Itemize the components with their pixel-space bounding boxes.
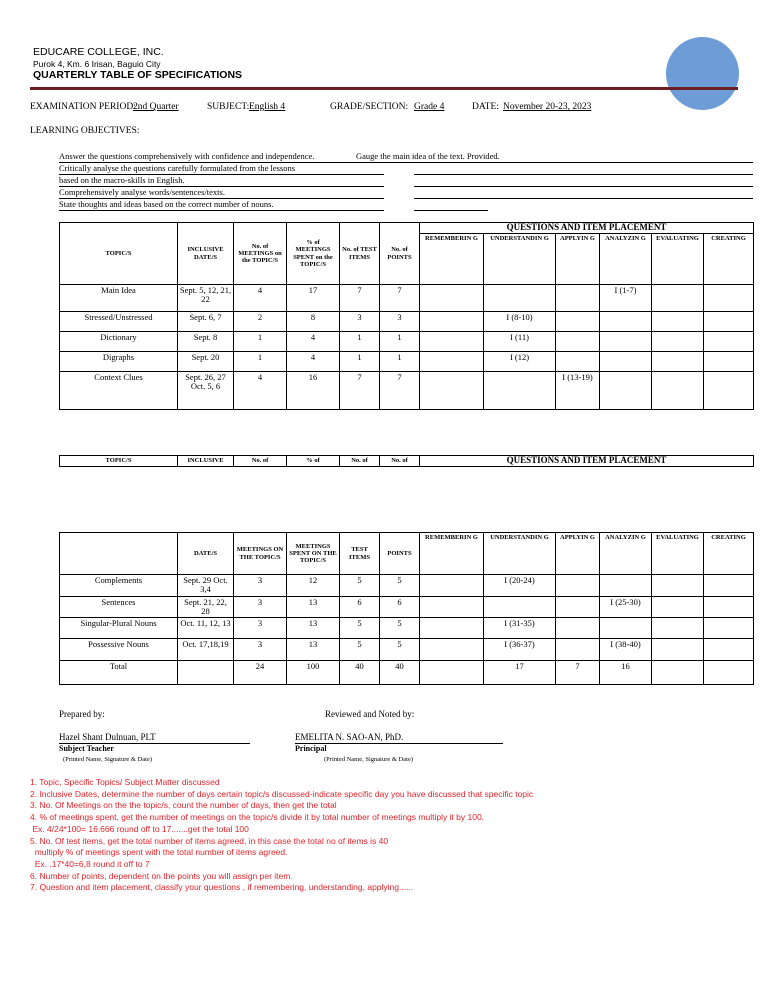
cell-understanding: I (8-10) [484,312,556,332]
level-creating: CREATING [704,234,754,285]
cell-understanding: 17 [484,661,556,685]
objective-underline [414,174,753,175]
document-title: QUARTERLY TABLE OF SPECIFICATIONS [33,69,243,81]
col-header-dates: DATE/S [178,533,234,575]
cell-analyzing [600,312,652,332]
objective-underline [59,162,753,163]
prepared-by-label: Prepared by: [59,709,105,719]
cell-meetings: 4 [234,372,287,410]
strip-dates: INCLUSIVE [178,456,234,467]
tos-table-2-strip [59,455,754,467]
cell-percent: 17 [287,285,340,312]
level-understanding: UNDERSTANDIN G [484,234,556,285]
reviewed-by-role: Principal [295,744,327,753]
cell-dates: Sept. 21, 22, 28 [178,596,234,618]
level-remembering: REMEMBERIN G [420,533,484,575]
cell-items: 1 [340,332,380,352]
col-header-dates: INCLUSIVE DATE/S [178,223,234,285]
cell-analyzing [600,618,652,639]
objective-item: State thoughts and ideas based on the correct number of nouns. [59,199,274,209]
cell-remembering [420,618,484,639]
cell-creating [704,639,754,661]
cell-analyzing: I (25-30) [600,596,652,618]
cell-understanding [484,596,556,618]
cell-creating [704,661,754,685]
table-row [60,332,754,352]
cell-topic: Stressed/Unstressed [60,312,178,332]
col-header-points: No. of POINTS [380,223,420,285]
cell-meetings: 1 [234,332,287,352]
cell-evaluating [652,661,704,685]
note-line: 6. Number of points, dependent on the points you will assign per item. [30,870,293,881]
cell-analyzing [600,575,652,597]
objective-item: Answer the questions comprehensively with confidence and independence. [59,151,315,161]
cell-meetings: 1 [234,352,287,372]
objective-underline [414,210,488,211]
cell-analyzing [600,352,652,372]
cell-points: 7 [380,372,420,410]
cell-evaluating [652,596,704,618]
cell-dates [178,661,234,685]
cell-creating [704,596,754,618]
cell-dates: Sept. 20 [178,352,234,372]
table-row [60,596,754,618]
objective-underline [414,198,753,199]
strip-meetings: No. of [234,456,287,467]
cell-meetings: 3 [234,618,287,639]
cell-items: 1 [340,352,380,372]
learning-objectives-label: LEARNING OBJECTIVES: [30,126,140,136]
cell-percent: 4 [287,352,340,372]
cell-topic: Sentences [60,596,178,618]
cell-evaluating [652,332,704,352]
cell-creating [704,285,754,312]
cell-dates: Sept. 29 Oct. 3,4 [178,575,234,597]
questions-placement-header: QUESTIONS AND ITEM PLACEMENT [420,456,754,467]
cell-topic: Singular-Plural Nouns [60,618,178,639]
objective-underline [414,186,753,187]
cell-understanding [484,285,556,312]
objective-underline [59,174,384,175]
school-name: EDUCARE COLLEGE, INC. [33,46,164,58]
cell-understanding: I (36-37) [484,639,556,661]
cell-understanding: I (20-24) [484,575,556,597]
col-header-topic [60,533,178,575]
col-header-points: POINTS [380,533,420,575]
cell-dates: Sept. 26, 27 Oct. 5, 6 [178,372,234,410]
level-evaluating: EVALUATING [652,533,704,575]
objective-underline [59,198,384,199]
questions-placement-header: QUESTIONS AND ITEM PLACEMENT [420,223,754,234]
table-row [60,285,754,312]
col-header-topic: TOPIC/S [60,223,178,285]
level-analyzing: ANALYZIN G [600,234,652,285]
period-value: 2nd Quarter [133,102,179,112]
grade-value: Grade 4 [414,102,445,112]
strip-points: No. of [380,456,420,467]
level-creating: CREATING [704,533,754,575]
cell-applying: I (13-19) [556,372,600,410]
table-row [60,575,754,597]
cell-topic: Digraphs [60,352,178,372]
cell-topic: Context Clues [60,372,178,410]
col-header-percent: MEETINGS SPENT ON THE TOPIC/S [287,533,340,575]
reviewed-by-name: EMELITA N. SAO-AN, PhD. [295,732,404,742]
cell-creating [704,618,754,639]
cell-creating [704,332,754,352]
objective-item: based on the macro-skills in English. [59,175,185,185]
cell-meetings: 3 [234,596,287,618]
col-header-meetings: No. of MEETINGS on the TOPIC/S [234,223,287,285]
cell-evaluating [652,312,704,332]
cell-remembering [420,372,484,410]
cell-analyzing: I (1-7) [600,285,652,312]
note-line: Ex. .17*40=6,8 round it off to 7 [30,858,150,869]
cell-remembering [420,661,484,685]
cell-items: 40 [340,661,380,685]
cell-points: 5 [380,639,420,661]
cell-remembering [420,596,484,618]
cell-evaluating [652,352,704,372]
grade-label: GRADE/SECTION: [330,102,409,112]
cell-applying: 7 [556,661,600,685]
objective-underline [59,186,384,187]
subject-value: English 4 [249,102,286,112]
cell-topic: Complements [60,575,178,597]
cell-meetings: 3 [234,639,287,661]
cell-items: 5 [340,639,380,661]
cell-creating [704,575,754,597]
cell-understanding: I (12) [484,352,556,372]
cell-analyzing [600,372,652,410]
cell-points: 7 [380,285,420,312]
cell-percent: 8 [287,312,340,332]
cell-evaluating [652,639,704,661]
tos-table-1 [59,222,754,410]
col-header-items: No. of TEST ITEMS [340,223,380,285]
note-line: 7. Question and item placement, classify your questions , if remembering, understanding, applying...... [30,882,414,893]
period-label: EXAMINATION PERIOD: [30,102,136,112]
note-line: 5. No. Of test items, get the total number of items agreed, in this case the total no of items is 40 [30,835,389,846]
prepared-by-name: Hazel Shant Dulnuan, PLT [59,732,156,742]
cell-evaluating [652,285,704,312]
table-row-total [60,661,754,685]
cell-percent: 16 [287,372,340,410]
prepared-by-note: (Printed Name, Signature & Date) [63,756,152,763]
reviewed-by-note: (Printed Name, Signature & Date) [324,756,413,763]
cell-meetings: 2 [234,312,287,332]
note-line: 2. Inclusive Dates, determine the number of days certain topic/s discussed-indicate specific day you have discussed that specific topic [30,788,534,799]
level-applying: APPLYIN G [556,234,600,285]
cell-percent: 13 [287,596,340,618]
cell-applying [556,285,600,312]
cell-applying [556,332,600,352]
cell-creating [704,372,754,410]
school-address: Purok 4, Km. 6 Irisan, Baguio City [33,59,161,69]
cell-applying [556,312,600,332]
note-line: multiply % of meetings spent with the total number of items agreed. [30,847,288,858]
cell-items: 3 [340,312,380,332]
cell-dates: Sept. 5, 12, 21, 22 [178,285,234,312]
table-row [60,639,754,661]
cell-applying [556,575,600,597]
cell-points: 40 [380,661,420,685]
cell-points: 1 [380,332,420,352]
cell-analyzing: I (38-40) [600,639,652,661]
cell-applying [556,596,600,618]
cell-percent: 100 [287,661,340,685]
cell-topic: Total [60,661,178,685]
objective-underline [59,210,384,211]
cell-points: 5 [380,575,420,597]
cell-creating [704,352,754,372]
cell-meetings: 24 [234,661,287,685]
cell-points: 1 [380,352,420,372]
strip-percent: % of [287,456,340,467]
cell-items: 5 [340,575,380,597]
cell-items: 7 [340,372,380,410]
cell-remembering [420,352,484,372]
table-row [60,352,754,372]
strip-topic: TOPIC/S [60,456,178,467]
cell-analyzing [600,332,652,352]
cell-applying [556,639,600,661]
cell-meetings: 3 [234,575,287,597]
strip-items: No. of [340,456,380,467]
cell-percent: 12 [287,575,340,597]
col-header-items: TEST ITEMS [340,533,380,575]
note-line: 3. No. Of Meetings on the the topic/s, count the number of days, then get the total [30,800,337,811]
cell-evaluating [652,618,704,639]
level-applying: APPLYIN G [556,533,600,575]
instruction-notes [30,777,533,894]
cell-remembering [420,285,484,312]
date-value: November 20-23, 2023 [503,102,592,112]
note-line: 4. % of meetings spent, get the number of meetings on the topic/s divide it by total number of meetings multiply it by 100. [30,812,485,823]
cell-percent: 4 [287,332,340,352]
level-remembering: REMEMBERIN G [420,234,484,285]
cell-dates: Sept. 6, 7 [178,312,234,332]
cell-points: 3 [380,312,420,332]
cell-percent: 13 [287,639,340,661]
cell-meetings: 4 [234,285,287,312]
objective-item: Critically analyse the questions carefully formulated from the lessons [59,163,296,173]
cell-remembering [420,332,484,352]
table-row [60,372,754,410]
cell-evaluating [652,372,704,410]
cell-remembering [420,639,484,661]
prepared-by-role: Subject Teacher [59,744,114,753]
level-analyzing: ANALYZIN G [600,533,652,575]
reviewed-by-label: Reviewed and Noted by: [325,709,415,719]
table-row [60,312,754,332]
cell-remembering [420,575,484,597]
tos-table-2 [59,532,754,685]
cell-dates: Oct. 11, 12, 13 [178,618,234,639]
cell-understanding [484,372,556,410]
exam-info-row [30,102,750,116]
cell-topic: Dictionary [60,332,178,352]
objective-item: Gauge the main idea of the text. Provided. [356,151,500,161]
level-understanding: UNDERSTANDIN G [484,533,556,575]
col-header-percent: % of MEETINGS SPENT on the TOPIC/S [287,223,340,285]
subject-label: SUBJECT: [207,102,250,112]
date-label: DATE: [472,102,499,112]
cell-items: 5 [340,618,380,639]
cell-dates: Oct. 17,18,19 [178,639,234,661]
cell-analyzing: 16 [600,661,652,685]
cell-creating [704,312,754,332]
table-row [60,618,754,639]
cell-items: 6 [340,596,380,618]
cell-understanding: I (11) [484,332,556,352]
cell-points: 5 [380,618,420,639]
level-evaluating: EVALUATING [652,234,704,285]
note-line: Ex. 4/24*100= 16.666 round off to 17.......get the total 100 [30,823,249,834]
school-logo [666,37,739,110]
cell-evaluating [652,575,704,597]
cell-topic: Possessive Nouns [60,639,178,661]
cell-items: 7 [340,285,380,312]
cell-topic: Main Idea [60,285,178,312]
header-rule [30,87,738,90]
objective-item: Comprehensively analyse words/sentences/texts. [59,187,225,197]
cell-applying [556,618,600,639]
col-header-meetings: MEETINGS ON THE TOPIC/S [234,533,287,575]
cell-applying [556,352,600,372]
cell-points: 6 [380,596,420,618]
cell-understanding: I (31-35) [484,618,556,639]
cell-dates: Sept. 8 [178,332,234,352]
cell-percent: 13 [287,618,340,639]
cell-remembering [420,312,484,332]
note-line: 1. Topic, Specific Topics/ Subject Matter discussed [30,777,220,787]
